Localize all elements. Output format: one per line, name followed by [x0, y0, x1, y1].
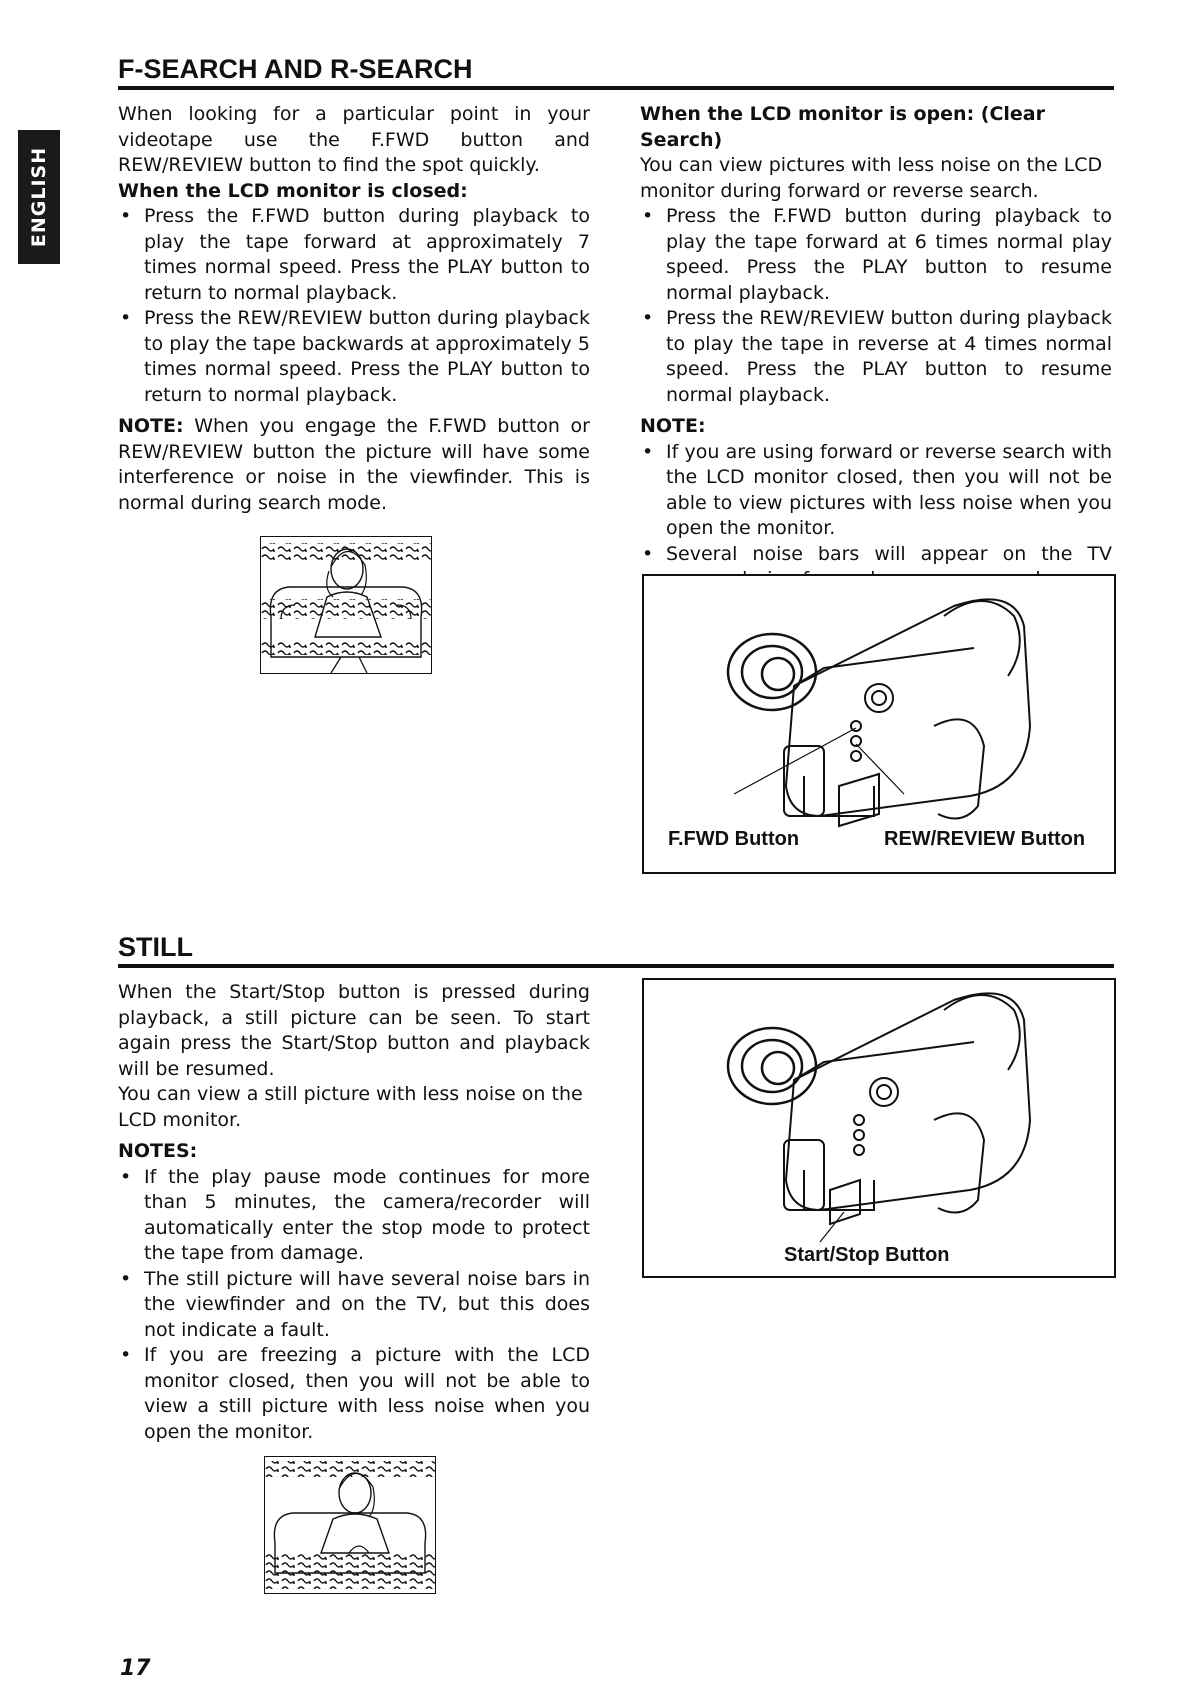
- fsearch-intro: When looking for a particular point in your videotape use the F.FWD button and REW/REVIEW button to find the spot quickly.: [118, 103, 590, 176]
- still-para1: When the Start/Stop button is pressed during playback, a still picture can be seen. To start again press the Start/Stop button and playback will be resumed.: [118, 981, 590, 1080]
- fsearch-right-column: [640, 102, 1112, 593]
- list-item: • The still picture will have several noise bars in the viewfinder and on the TV, but this does not indicate a fault.: [118, 1267, 590, 1344]
- camcorder-figure-still: [642, 978, 1116, 1278]
- section-title-still: STILL: [118, 932, 1114, 968]
- lcd-open-heading: When the LCD monitor is open: (Clear Search): [640, 103, 1046, 151]
- fsearch-note: [118, 414, 590, 516]
- list-item: • Press the F.FWD button during playback to play the tape forward at 6 times normal play speed. Press the PLAY button to resume normal playback.: [640, 204, 1112, 306]
- still-notes-list: [118, 1165, 590, 1446]
- note-text: When you engage the F.FWD button or REW/REVIEW button the picture will have some interference or noise in the viewfinder. This is normal during search mode.: [118, 415, 590, 514]
- noise-bars-illustration: [260, 536, 432, 674]
- language-tab: [18, 130, 60, 264]
- still-para2: You can view a still picture with less noise on the LCD monitor.: [118, 1083, 583, 1131]
- camcorder-figure-search: [642, 574, 1116, 874]
- list-item: • Several noise bars will appear on the TV: [640, 542, 1112, 593]
- ffwd-button-label: F.FWD Button: [668, 828, 800, 850]
- start-stop-button-label: Start/Stop Button: [784, 1244, 950, 1266]
- page-number: 17: [120, 1656, 151, 1681]
- still-noise-illustration: [264, 1456, 436, 1594]
- rew-button-label: REW/REVIEW Button: [884, 828, 1086, 850]
- note2-label: NOTE:: [640, 415, 706, 437]
- camcorder-illustration: [644, 980, 1114, 1276]
- lcd-open-intro: You can view pictures with less noise on the LCD monitor during forward or reverse search.: [640, 154, 1103, 202]
- list-item: • If you are using forward or reverse search with the LCD monitor closed, then you will not be able to view pictures with less noise when you open the monitor.: [640, 440, 1112, 542]
- list-item: • Press the F.FWD button during playback to play the tape forward at approximately 7 times normal speed. Press the PLAY button to return to normal playback.: [118, 204, 590, 306]
- language-tab-label: ENGLISH: [28, 146, 50, 248]
- note2-list: [640, 440, 1112, 593]
- list-item: • If you are freezing a picture with the LCD monitor closed, then you will not be able to view a still picture with less noise when you open the monitor.: [118, 1343, 590, 1445]
- list-item: • Press the REW/REVIEW button during playback to play the tape in reverse at 4 times normal speed. Press the PLAY button to resume normal playback.: [640, 306, 1112, 408]
- note-label: NOTE:: [118, 415, 184, 437]
- fsearch-left-column: [118, 102, 590, 516]
- lcd-open-list: [640, 204, 1112, 408]
- lcd-closed-heading: When the LCD monitor is closed:: [118, 179, 468, 202]
- list-item: • Press the REW/REVIEW button during playback to play the tape backwards at approximately 5 times normal speed. Press the PLAY button to return to normal playback.: [118, 306, 590, 408]
- still-left-column: [118, 980, 590, 1445]
- still-notes-label: NOTES:: [118, 1140, 198, 1162]
- list-item: • If the play pause mode continues for more than 5 minutes, the camera/recorder will automatically enter the stop mode to protect the tape from damage.: [118, 1165, 590, 1267]
- lcd-closed-list: [118, 204, 590, 408]
- section-title-fsearch: F-SEARCH AND R-SEARCH: [118, 54, 1114, 90]
